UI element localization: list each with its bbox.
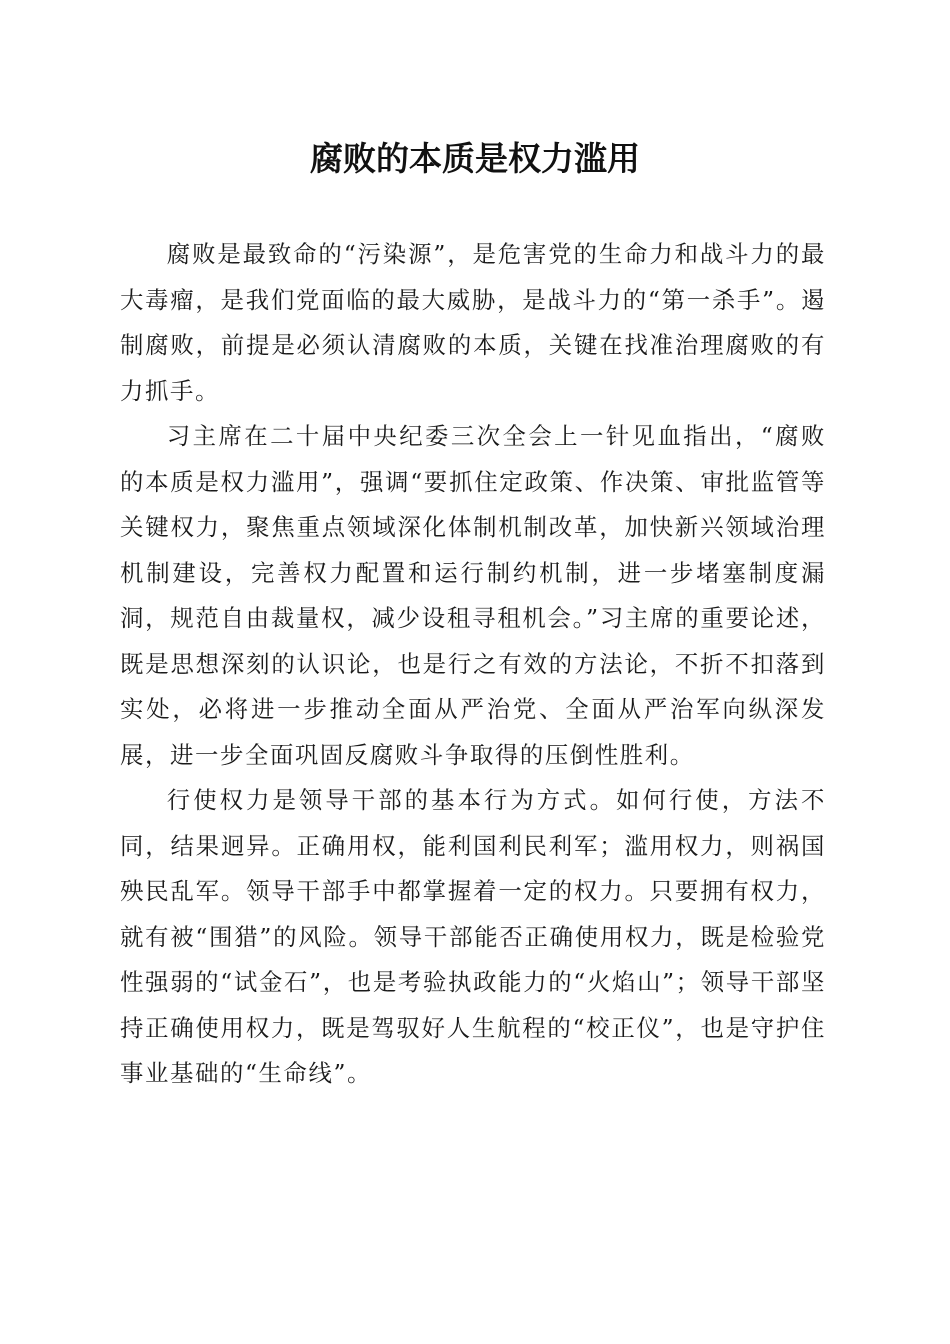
document-title: 腐败的本质是权力滥用 — [310, 139, 640, 178]
paragraph-2: 习主席在二十届中央纪委三次全会上一针见血指出，“腐败的本质是权力滥用”，强调“要抓住定政策、作决策、审批监管等关键权力，聚焦重点领域深化体制机制改革，加快新兴领域治理机制建设，完善权力配置和运行制约机制，进一步堵塞制度漏洞，规范自由裁量权，减少设租寻租机会。”习主席的重要论述，既是思想深刻的认识论，也是行之有效的方法论，不折不扣落到实处，必将进一步推动全面从严治党、全面从严治军向纵深发展，进一步全面巩固反腐败斗争取得的压倒性胜利。 — [120, 422, 826, 769]
document-body — [120, 232, 826, 1097]
paragraph-3: 行使权力是领导干部的基本行为方式。如何行使，方法不同，结果迥异。正确用权，能利国利民利军；滥用权力，则祸国殃民乱军。领导干部手中都掌握着一定的权力。只要拥有权力，就有被“围猎”的风险。领导干部能否正确使用权力，既是检验党性强弱的“试金石”，也是考验执政能力的“火焰山”；领导干部坚持正确使用权力，既是驾驭好人生航程的“校正仪”，也是守护住事业基础的“生命线”。 — [120, 786, 826, 1087]
paragraph-1: 腐败是最致命的“污染源”，是危害党的生命力和战斗力的最大毒瘤，是我们党面临的最大威胁，是战斗力的“第一杀手”。遏制腐败，前提是必须认清腐败的本质，关键在找准治理腐败的有力抓手。 — [120, 240, 826, 405]
